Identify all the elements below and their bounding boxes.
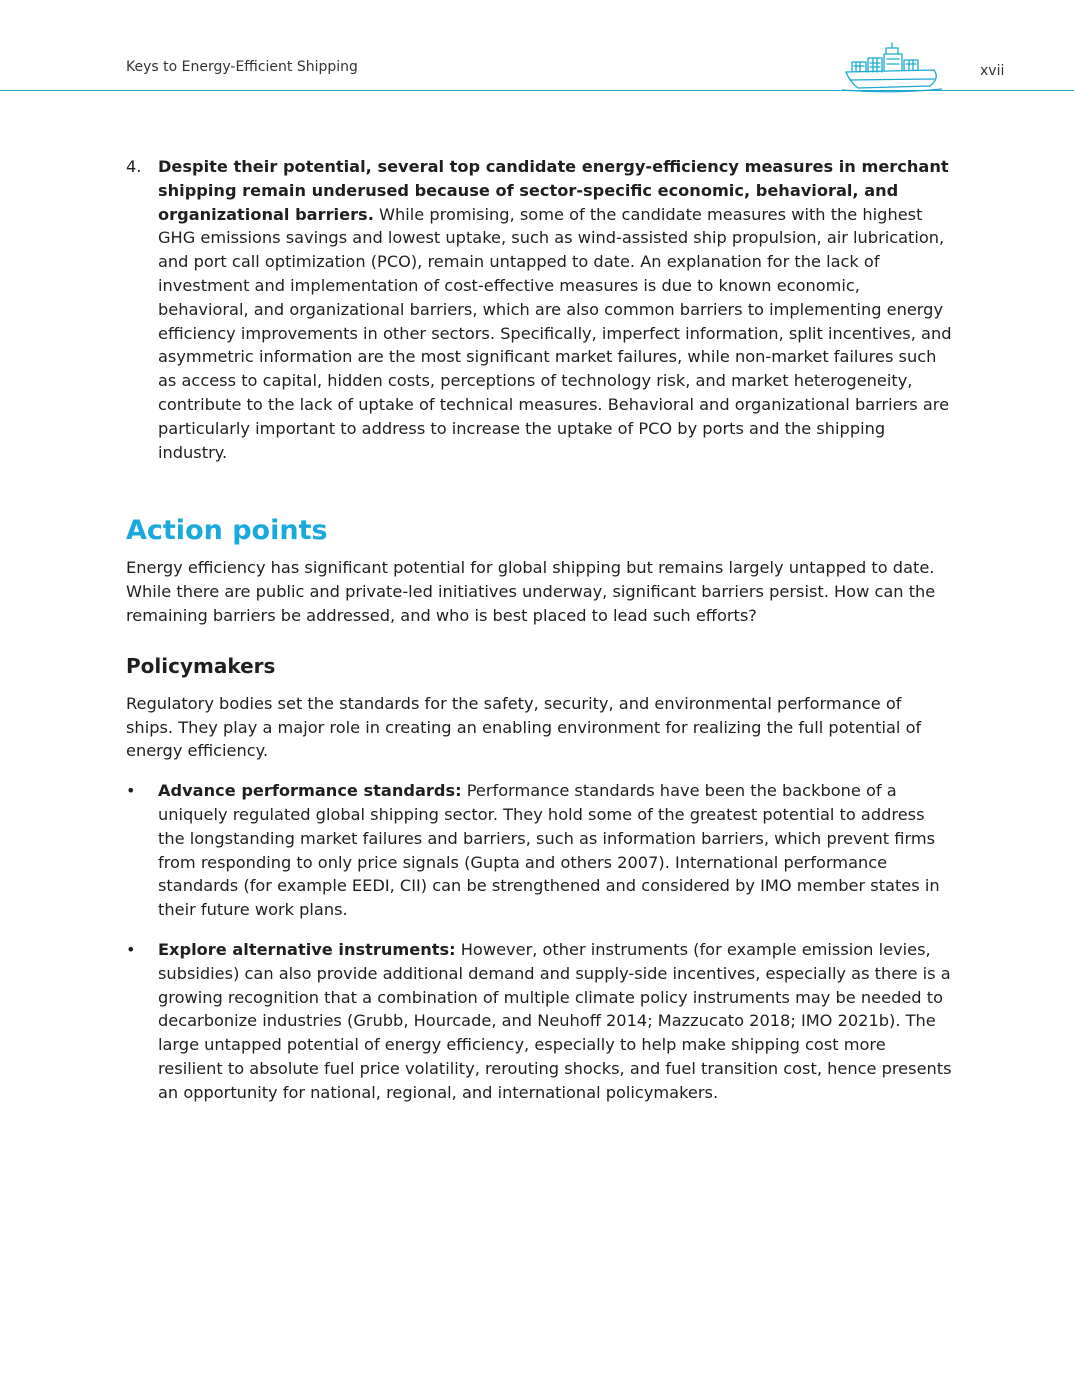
page-body — [126, 155, 952, 1105]
bullet-text: However, other instruments (for example emission levies, subsidies) can also provide additional demand and supply-side incentives, especially as there is a growing recognition that a combination of multiple climate policy instruments may be needed to decarbonize industries (Grubb, Hourcade, and Neuhoff 2014; Mazzucato 2018; IMO 2021b). The large untapped potential of energy efficiency, especially to help make shipping cost more resilient to absolute fuel price volatility, rerouting shocks, and fuel transition cost, hence presents an opportunity for national, regional, and international policymakers. — [158, 939, 952, 1102]
running-title: Keys to Energy-Efficient Shipping — [126, 59, 358, 75]
page-header — [0, 0, 1074, 95]
page-number: xvii — [980, 63, 1005, 79]
bullet-lead: Advance performance standards: — [158, 781, 462, 801]
bullet-text: Performance standards have been the backbone of a uniquely regulated global shipping sector. They hold some of the greatest potential to address the longstanding market failures and barriers, such as information barriers, which prevent firms from responding to only price signals (Gupta and others 2007). International performance standards (for example EEDI, CII) can be strengthened and considered by IMO member states in their future work plans. — [158, 781, 940, 920]
policymakers-heading: Policymakers — [126, 653, 276, 678]
policymakers-intro: Regulatory bodies set the standards for the safety, security, and environmental performance of ships. They play a major role in creating an enabling environment for realizing the full potential of energy efficiency. — [126, 693, 922, 761]
numbered-item-4 — [126, 155, 952, 464]
bullet-marker: • — [126, 781, 136, 801]
action-points-intro: Energy efficiency has significant potential for global shipping but remains largely untapped to date. While there are public and private-led initiatives underway, significant barriers persist. How can the remaining barriers be addressed, and who is best placed to lead such efforts? — [126, 558, 936, 625]
bullet-lead: Explore alternative instruments: — [158, 939, 456, 959]
item-lead: Despite their potential, several top candidate energy-efficiency measures in merchant shipping remain underused because of sector-specific economic, behavioral, and organizational barriers. — [158, 157, 949, 224]
action-points-heading: Action points — [126, 515, 328, 547]
bullet-item — [126, 938, 952, 1105]
bullet-item — [126, 779, 952, 922]
bullet-marker: • — [126, 939, 136, 959]
ship-icon — [842, 42, 942, 94]
item-body: While promising, some of the candidate measures with the highest GHG emissions savings and lowest uptake, such as wind-assisted ship propulsion, air lubrication, and port call optimization (PCO), remain untapped to date. An explanation for the lack of investment and implementation of cost-effective measures is due to known economic, behavioral, and organizational barriers, which are also common barriers to implementing energy efficiency improvements in other sectors. Specifically, imperfect information, split incentives, and asymmetric information are the most significant market failures, while non-market failures such as access to capital, hidden costs, perceptions of technology risk, and market heterogeneity, contribute to the lack of uptake of technical measures. Behavioral and organizational barriers are particularly important to address to increase the uptake of PCO by ports and the shipping industry. — [158, 204, 952, 462]
header-rule — [0, 90, 1074, 91]
item-number: 4. — [126, 157, 142, 176]
